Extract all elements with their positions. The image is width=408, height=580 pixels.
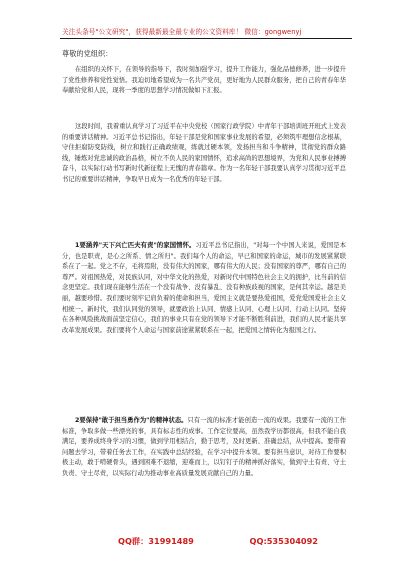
contact-footer <box>118 536 318 547</box>
document-body <box>62 48 346 547</box>
page-header: 关注头条号"公文研究"，获得最新最全最专业的公文资料库！ 微信：gongwenyj <box>62 28 302 36</box>
paragraph-intro <box>62 65 346 118</box>
header-divider <box>60 38 352 39</box>
paragraph-responsibility <box>62 416 346 543</box>
qq-group-number: QQ群：31991489 <box>118 536 194 546</box>
salutation: 尊敬的党组织： <box>62 49 113 58</box>
paragraph-text: 只有一流的标准才能创造一流的成果。我要有一流的工作标准，争取多做一些漂亮的事，具有标志性的成事。工作定位要高，虽然我学历都很高，但我不能自我满足，要养成终身学习的习惯，做到学用相结合，勤于思考，及时更新、准确总结，从中提高。要带着问题去学习，带着任务去工作，在实践中总结经验，在学习中提升本领。要有担当意识，对待工作要积极主动，敢于啃硬骨头，遇到困难不退缩，迎难而上，以钉钉子的精神抓好落实，做到守土有责、守土负责、守土尽责，以实际行动为推动事业高质量发展贡献自己的力量。 <box>62 417 346 477</box>
paragraph-text: 在组织的关怀下，在领导的指导下，我时刻加强学习，提升工作能力，强化品德修养，进一步提升了党性修养和党性觉悟。我迫切地希望成为一名共产党员，更好地为人民群众服务，把自己的青春年华奉献给党和人民，现将一季度的思想学习情况做如下汇报。 <box>62 66 346 95</box>
paragraph-study <box>62 122 346 237</box>
paragraph-lead: 1要涵养"天下兴亡匹夫有责"的家国情怀。 <box>75 242 196 249</box>
paragraph-patriotism <box>62 241 346 412</box>
paragraph-text: 习近平总书记指出，"对每一个中国人来说，爱国是本分，也是职责，是心之所系、情之所归"。我们每个人的命运，早已和国家的命运，城市的发展紧紧联系在了一起。党之不存，毛将焉附，没有伟大的国家，哪有伟大的人民；没有国家的尊严，哪有自己的尊严。对祖国热爱，对民族认同，对中华文化的热爱，对新时代中国特色社会主义的拥护，比当前的信念更坚定。我们现在能够生活在一个没有战争、没有暴乱、没有种族歧视的国家，是何其幸运。越是美丽，越要珍惜。我们要时刻牢记肩负着的使命和担当，爱国主义就是要热爱祖国，爱党爱国爱社会主义相统一。新时代，我们认同党的领导，就要政治上认同、情感上认同、心理上认同、行动上认同。坚持在各种风险挑战面前坚定信心，我们的事业只有在党的领导下才能不断胜利前进，我们的人民才能共享改革发展成果。我们要将个人命运与国家前途紧紧联系在一起，把爱国之情转化为报国之行。 <box>62 242 346 334</box>
paragraph-lead: 2要保持"敢于担当勇作为"的精神状态。 <box>75 417 188 424</box>
qq-number: QQ:535304092 <box>249 536 318 546</box>
paragraph-text: 这段时间，我着重认真学习了习近平在中央党校（国家行政学院）中青年干部培训班开班式上发表的重要讲话精神。习近平总书记指出，年轻干部是党和国家事业发展的希望，必须筑牢理想信念根基，守住拒腐防变防线，树立和践行正确政绩观，练就过硬本领，发扬担当和斗争精神，贯彻党的群众路线，锤炼对党忠诚的政治品格，树立不负人民的家国情怀，追求高尚的思想境界，为党和人民事业搏搏奋斗，以实际行动书写新时代新征程上无愧的青春篇章。作为一名年轻干部我要认真学习贯彻习近平总书记的重要讲话精神，争取早日成为一名优秀的年轻干部。 <box>62 123 346 183</box>
